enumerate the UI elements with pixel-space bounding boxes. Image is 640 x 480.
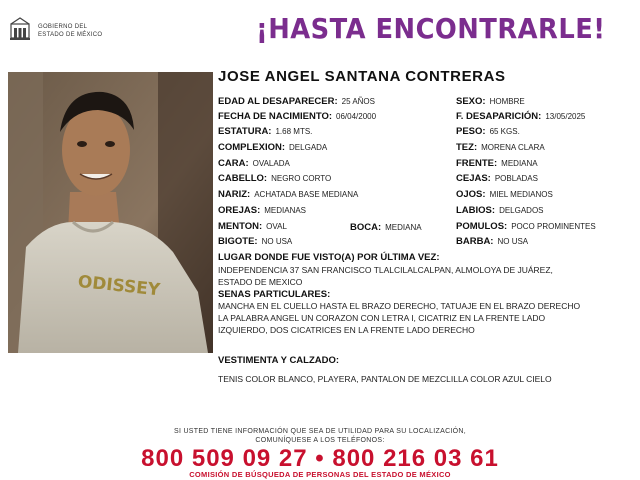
field-labios	[456, 205, 544, 216]
contact-intro-line1: SI USTED TIENE INFORMACIÓN QUE SEA DE UTILIDAD PARA SU LOCALIZACIÓN,	[173, 428, 467, 435]
field-value: 1.68 MTS.	[275, 127, 313, 136]
last-seen-line2: ESTADO DE MEXICO	[218, 277, 303, 287]
field-fecha-nacimiento	[218, 111, 376, 122]
field-label: CEJAS:	[456, 173, 491, 184]
field-label: F. DESAPARICIÓN:	[456, 111, 542, 122]
last-seen-line1: INDEPENDENCIA 37 SAN FRANCISCO TLALCILALCALPAN, ALMOLOYA DE JUÁREZ,	[218, 265, 553, 275]
field-value: MEDIANA	[385, 223, 422, 232]
field-label: NARIZ:	[218, 189, 251, 200]
field-value: DELGADOS	[499, 206, 544, 215]
field-value: MORENA CLARA	[481, 143, 545, 152]
field-boca	[350, 222, 422, 233]
field-label: ESTATURA:	[218, 126, 272, 137]
field-ojos	[456, 189, 553, 200]
field-menton	[218, 221, 287, 232]
field-estatura	[218, 126, 312, 137]
field-nariz	[218, 189, 358, 200]
state-emblem-icon	[8, 16, 32, 42]
field-label: CARA:	[218, 158, 249, 169]
field-pomulos	[456, 221, 596, 232]
clothing-description: TENIS COLOR BLANCO, PLAYERA, PANTALON DE MEZCLILLA COLOR AZUL CIELO	[218, 374, 552, 384]
field-bigote	[218, 236, 292, 247]
marks-heading: SENAS PARTICULARES:	[218, 289, 331, 300]
clothing-heading: VESTIMENTA Y CALZADO:	[218, 355, 340, 366]
marks-line2: LA PALABRA ANGEL UN CORAZON CON LETRA I, CICATRIZ EN LA FRENTE LADO	[218, 313, 546, 323]
field-f-desaparicion	[456, 111, 585, 122]
field-value: POBLADAS	[494, 174, 538, 183]
field-label: EDAD AL DESAPARECER:	[218, 96, 338, 107]
field-sexo	[456, 96, 525, 107]
field-value: OVALADA	[252, 159, 290, 168]
field-label: CABELLO:	[218, 173, 268, 184]
field-value: 65 KGS.	[489, 127, 520, 136]
field-value: ACHATADA BASE MEDIANA	[254, 190, 359, 199]
field-peso	[456, 126, 520, 137]
contact-intro-line2: COMUNÍQUESE A LOS TELÉFONOS:	[255, 437, 385, 444]
field-label: LABIOS:	[456, 205, 496, 216]
marks-description	[218, 300, 580, 336]
field-value: POCO PROMINENTES	[511, 222, 596, 231]
field-value: MEDIANA	[501, 159, 538, 168]
last-seen-address	[218, 264, 553, 288]
field-label: FRENTE:	[456, 158, 498, 169]
field-label: OJOS:	[456, 189, 486, 200]
field-value: NEGRO CORTO	[271, 174, 332, 183]
marks-label	[218, 289, 330, 300]
marks-line3: IZQUIERDO, DOS CICATRICES EN LA FRENTE LADO DERECHO	[218, 325, 475, 335]
last-seen-label	[218, 252, 440, 263]
field-barba	[456, 236, 528, 247]
marks-line1: MANCHA EN EL CUELLO HASTA EL BRAZO DERECHO, TATUAJE EN EL BRAZO DERECHO	[218, 301, 581, 311]
field-label: OREJAS:	[218, 205, 261, 216]
field-complexion	[218, 142, 327, 153]
field-value: 25 AÑOS	[341, 97, 375, 106]
person-name: JOSE ANGEL SANTANA CONTRERAS	[218, 68, 506, 85]
field-label: COMPLEXION:	[218, 142, 286, 153]
logo-text-line1: GOBIERNO DEL	[38, 24, 88, 30]
commission-name: COMISIÓN DE BÚSQUEDA DE PERSONAS DEL ESTADO DE MÉXICO	[189, 470, 451, 479]
field-value: OVAL	[266, 222, 287, 231]
field-value: 06/04/2000	[336, 112, 377, 121]
field-cara	[218, 158, 290, 169]
field-cabello	[218, 173, 331, 184]
last-seen-heading: LUGAR DONDE FUE VISTO(A) POR ÚLTIMA VEZ:	[218, 252, 440, 263]
field-label: BIGOTE:	[218, 236, 258, 247]
field-label: BARBA:	[456, 236, 494, 247]
field-value: NO USA	[497, 237, 529, 246]
field-value: MIEL MEDIANOS	[489, 190, 553, 199]
missing-person-photo	[8, 72, 213, 353]
field-frente	[456, 158, 538, 169]
field-tez	[456, 142, 545, 153]
field-label: BOCA:	[350, 222, 382, 233]
contact-intro	[0, 427, 640, 445]
field-label: SEXO:	[456, 96, 486, 107]
clothing-label	[218, 355, 339, 366]
field-value: 13/05/2025	[545, 112, 586, 121]
field-label: PESO:	[456, 126, 486, 137]
field-label: POMULOS:	[456, 221, 508, 232]
field-cejas	[456, 173, 538, 184]
headline: ¡HASTA ENCONTRARLE!	[256, 12, 606, 45]
field-edad	[218, 96, 375, 107]
field-label: FECHA DE NACIMIENTO:	[218, 111, 332, 122]
field-value: HOMBRE	[489, 97, 525, 106]
phone-numbers: 800 509 09 27 • 800 216 03 61	[141, 445, 499, 472]
government-logo	[8, 16, 128, 46]
shirt-print-text: ODISSEY	[76, 271, 161, 301]
field-value: NO USA	[261, 237, 293, 246]
field-value: DELGADA	[289, 143, 328, 152]
field-label: MENTON:	[218, 221, 263, 232]
field-orejas	[218, 205, 306, 216]
logo-text-line2: ESTADO DE MÉXICO	[38, 32, 103, 38]
field-value: MEDIANAS	[264, 206, 307, 215]
field-label: TEZ:	[456, 142, 478, 153]
